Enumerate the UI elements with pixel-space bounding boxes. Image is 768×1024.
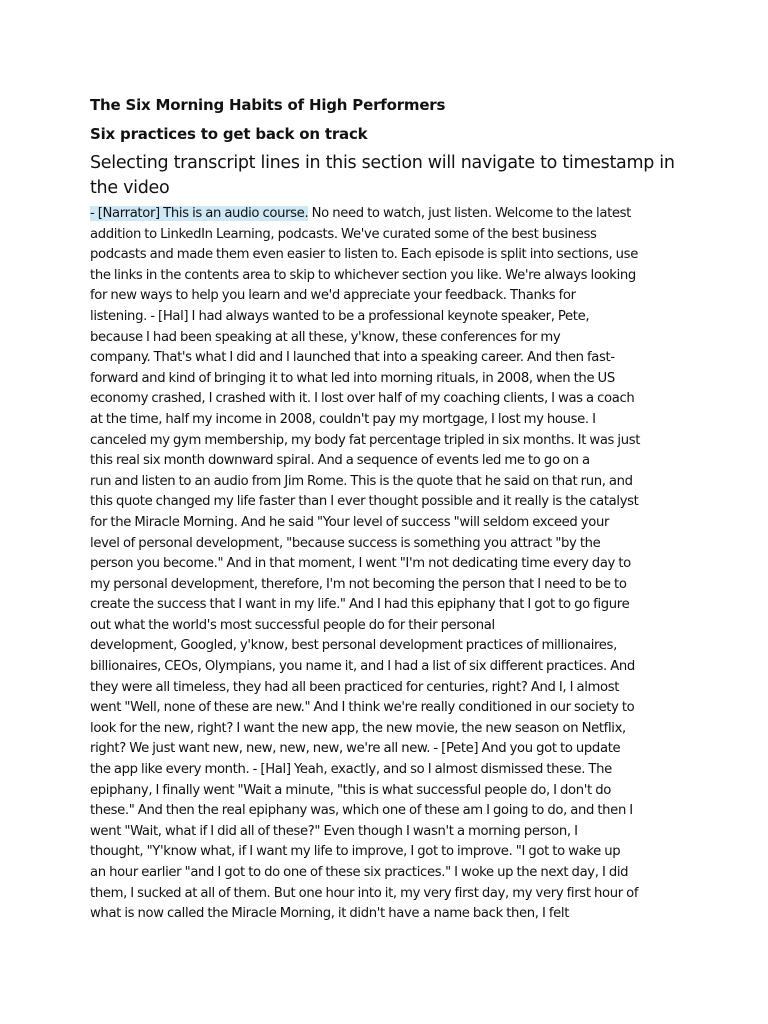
transcript-page	[90, 94, 680, 925]
transcript-line[interactable]: because I had been speaking at all these, y'know, these conferences for my	[90, 329, 561, 345]
transcript-line[interactable]: look for the new, right? I want the new app, the new movie, the new season on Netflix,	[90, 720, 626, 736]
transcript-line[interactable]: company. That's what I did and I launched that into a speaking career. And then fast-	[90, 350, 615, 366]
transcript-line[interactable]: these." And then the real epiphany was, which one of these am I going to do, and then I	[90, 803, 633, 819]
transcript-line[interactable]: the app like every month. - [Hal] Yeah, exactly, and so I almost dismissed these. The	[90, 762, 612, 778]
transcript-line[interactable]: create the success that I want in my life." And I had this epiphany that I got to go figure	[90, 597, 630, 613]
section-title: Six practices to get back on track	[90, 125, 368, 143]
transcript-line[interactable]: person you become." And in that moment, I went "I'm not dedicating time every day to	[90, 556, 631, 572]
transcript-line[interactable]: thought, "Y'know what, if I want my life to improve, I got to improve. "I got to wake up	[90, 844, 621, 860]
transcript-line[interactable]: economy crashed, I crashed with it. I lost over half of my coaching clients, I was a coach	[90, 391, 635, 407]
transcript-line[interactable]: development, Googled, y'know, best personal development practices of millionaires,	[90, 638, 617, 654]
transcript-line[interactable]: billionaires, CEOs, Olympians, you name it, and I had a list of six different practices. And	[90, 659, 635, 675]
transcript-line[interactable]: them, I sucked at all of them. But one hour into it, my very first day, my very first hour of	[90, 885, 639, 901]
transcript-line[interactable]: this real six month downward spiral. And a sequence of events led me to go on a	[90, 453, 590, 469]
transcript-line[interactable]: at the time, half my income in 2008, couldn't pay my mortgage, I lost my house. I	[90, 411, 596, 427]
transcript-line[interactable]: forward and kind of bringing it to what led into morning rituals, in 2008, when the US	[90, 370, 615, 386]
transcript-body	[90, 204, 680, 925]
transcript-line[interactable]: my personal development, therefore, I'm not becoming the person that I need to be to	[90, 576, 627, 592]
transcript-line[interactable]: they were all timeless, they had all been practiced for centuries, right? And I, I almost	[90, 679, 620, 695]
transcript-line[interactable]: addition to LinkedIn Learning, podcasts. We've curated some of the best business	[90, 226, 597, 242]
transcript-line[interactable]	[90, 204, 680, 225]
transcript-line[interactable]: what is now called the Miracle Morning, it didn't have a name back then, I felt	[90, 906, 570, 922]
transcript-line[interactable]: the links in the contents area to skip to whichever section you like. We're always looking	[90, 267, 636, 283]
transcript-line[interactable]: level of personal development, "because success is something you attract "by the	[90, 535, 601, 551]
transcript-segment-active[interactable]: - [Narrator] This is an audio course.	[90, 206, 309, 221]
transcript-line[interactable]: went "Well, none of these are new." And I think we're really conditioned in our society to	[90, 700, 635, 716]
transcript-navigation-hint: Selecting transcript lines in this section will navigate to timestamp in the video	[90, 153, 675, 198]
transcript-line[interactable]: went "Wait, what if I did all of these?" Even though I wasn't a morning person, I	[90, 823, 578, 839]
transcript-line[interactable]: out what the world's most successful people do for their personal	[90, 617, 495, 633]
transcript-segment[interactable]: No need to watch, just listen. Welcome to the latest	[308, 206, 632, 221]
transcript-line[interactable]: epiphany, I finally went "Wait a minute, "this is what successful people do, I don't do	[90, 782, 611, 798]
transcript-line[interactable]: listening. - [Hal] I had always wanted to be a professional keynote speaker, Pete,	[90, 308, 590, 324]
transcript-line[interactable]: for the Miracle Morning. And he said "Your level of success "will seldom exceed your	[90, 514, 610, 530]
transcript-line[interactable]: for new ways to help you learn and we'd appreciate your feedback. Thanks for	[90, 288, 576, 304]
transcript-line[interactable]: an hour earlier "and I got to do one of these six practices." I woke up the next day, I did	[90, 865, 629, 880]
transcript-line[interactable]: podcasts and made them even easier to listen to. Each episode is split into sections, use	[90, 247, 638, 263]
course-title: The Six Morning Habits of High Performers	[90, 96, 446, 114]
transcript-line[interactable]: this quote changed my life faster than I ever thought possible and it really is the catalyst	[90, 494, 639, 510]
transcript-line[interactable]: canceled my gym membership, my body fat percentage tripled in six months. It was just	[90, 432, 641, 448]
transcript-line[interactable]: right? We just want new, new, new, new, we're all new. - [Pete] And you got to update	[90, 741, 621, 757]
transcript-line[interactable]: run and listen to an audio from Jim Rome. This is the quote that he said on that run, and	[90, 473, 633, 489]
